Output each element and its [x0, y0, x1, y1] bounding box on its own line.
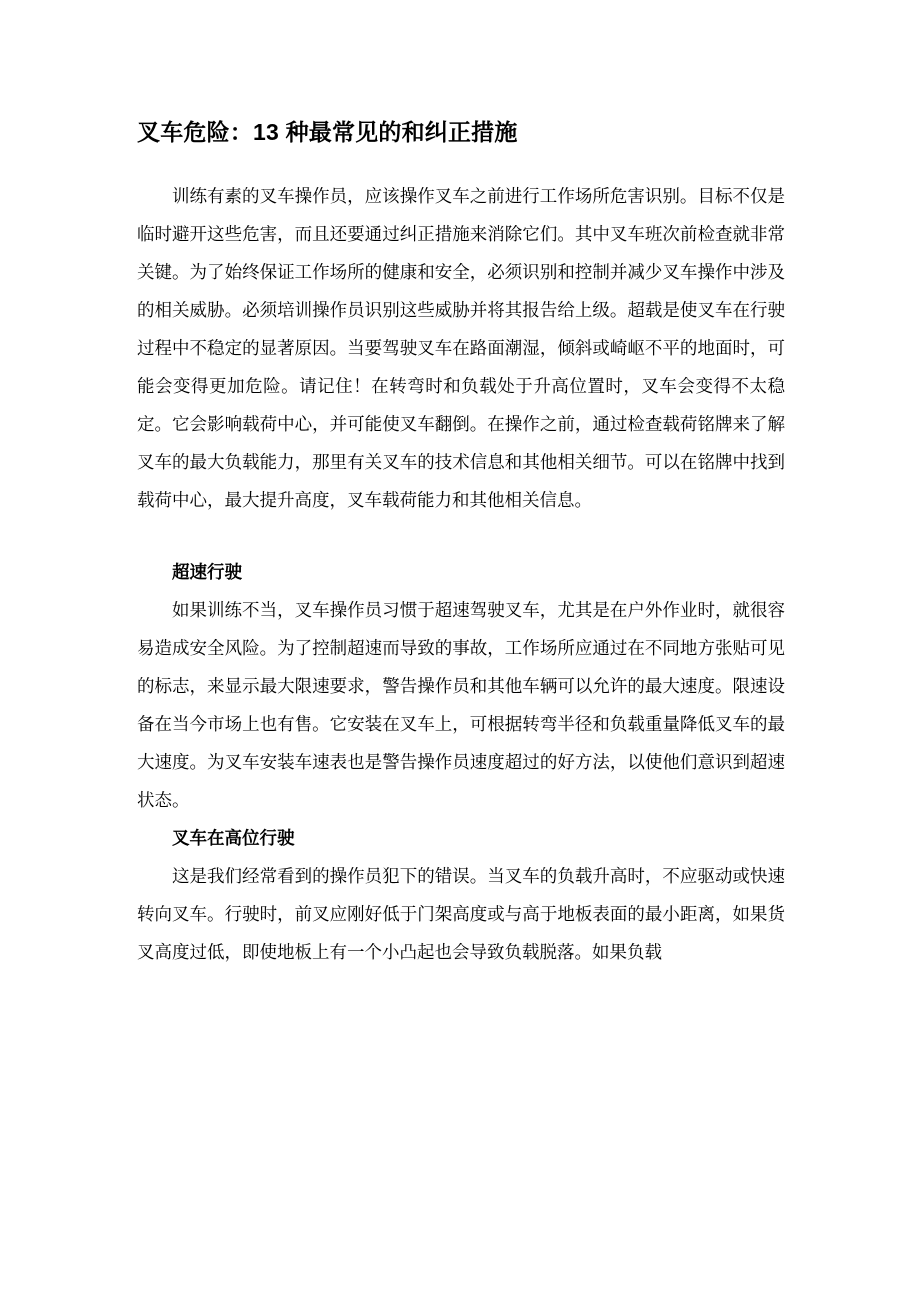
- document-body: [137, 0, 785, 971]
- section-heading-elevated-travel: 叉车在高位行驶: [172, 828, 295, 848]
- page-title: 叉车危险：13 种最常见的和纠正措施: [137, 119, 518, 145]
- intro-paragraph: 训练有素的叉车操作员，应该操作叉车之前进行工作场所危害识别。目标不仅是临时避开这些危害，而且还要通过纠正措施来消除它们。其中叉车班次前检查就非常关键。为了始终保证工作场所的健康和安全，必须识别和控制并减少叉车操作中涉及的相关威胁。必须培训操作员识别这些威胁并将其报告给上级。超载是使叉车在行驶过程中不稳定的显著原因。当要驾驶叉车在路面潮湿，倾斜或崎岖不平的地面时，可能会变得更加危险。请记住！在转弯时和负载处于升高位置时，叉车会变得不太稳定。它会影响载荷中心，并可能使叉车翻倒。在操作之前，通过检查载荷铭牌来了解叉车的最大负载能力，那里有关叉车的技术信息和其他相关细节。可以在铭牌中找到载荷中心，最大提升高度，叉车载荷能力和其他相关信息。: [137, 186, 785, 510]
- speeding-paragraph: 如果训练不当，叉车操作员习惯于超速驾驶叉车，尤其是在户外作业时，就很容易造成安全风险。为了控制超速而导致的事故，工作场所应通过在不同地方张贴可见的标志，来显示最大限速要求，警告操作员和其他车辆可以允许的最大速度。限速设备在当今市场上也有售。它安装在叉车上，可根据转弯半径和负载重量降低叉车的最大速度。为叉车安装车速表也是警告操作员速度超过的好方法，以使他们意识到超速状态。: [137, 600, 785, 810]
- title-spacer: [137, 147, 785, 177]
- paragraph-heading-spacer: [137, 519, 785, 553]
- elevated-travel-paragraph: 这是我们经常看到的操作员犯下的错误。当叉车的负载升高时，不应驱动或快速转向叉车。行驶时，前叉应刚好低于门架高度或与高于地板表面的最小距离，如果货叉高度过低，即使地板上有一个小凸起也会导致负载脱落。如果负载: [137, 866, 785, 962]
- section-heading-speeding: 超速行驶: [172, 562, 242, 582]
